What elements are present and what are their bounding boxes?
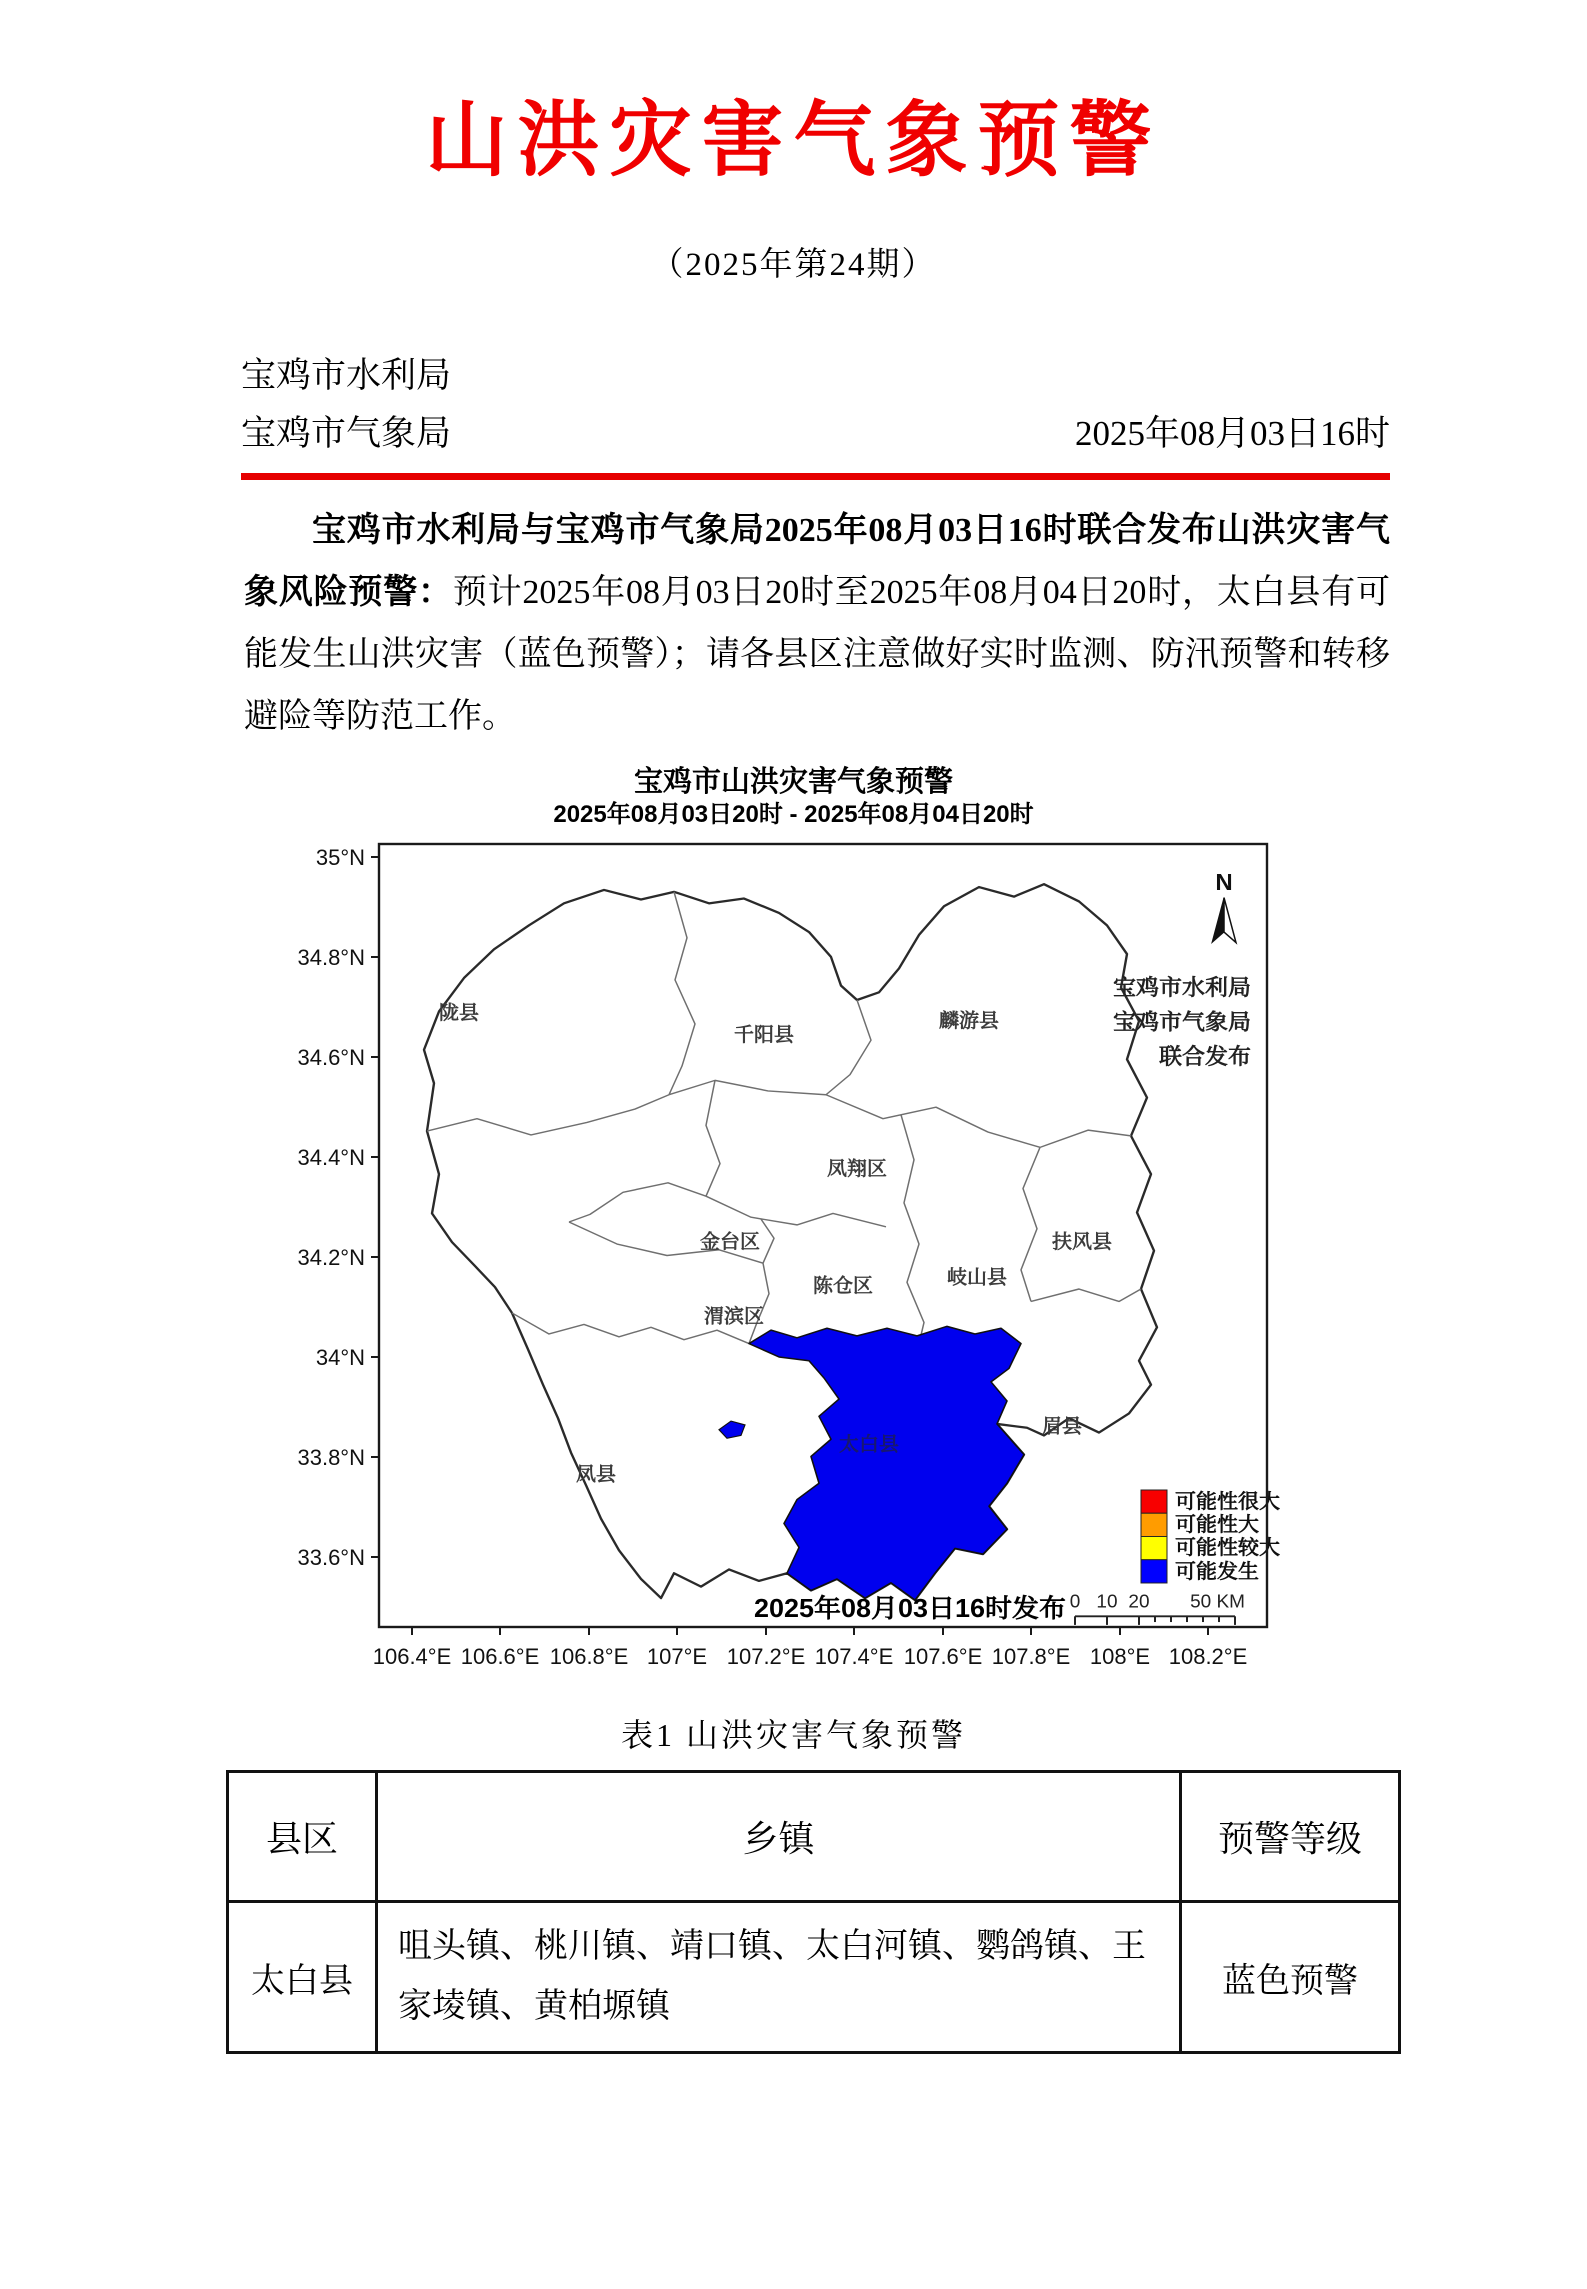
header-towns: 乡镇 bbox=[377, 1772, 1181, 1902]
district-label-weibin: 渭滨区 bbox=[703, 1306, 764, 1328]
x-tick-1074: 107.4°E bbox=[814, 1644, 893, 1670]
issue-number: （2025年第24期） bbox=[650, 247, 937, 284]
district-label-qishan: 岐山县 bbox=[946, 1267, 1007, 1289]
district-label-meixian: 眉县 bbox=[1041, 1416, 1082, 1438]
district-label-taibai: 太白县 bbox=[838, 1434, 899, 1457]
agency-water: 宝鸡市水利局 bbox=[241, 356, 452, 396]
district-label-fengxiang: 凤翔区 bbox=[826, 1158, 887, 1181]
north-arrow-label: N bbox=[1214, 869, 1233, 896]
map-canvas bbox=[239, 832, 1349, 1702]
map-issuer-line1: 宝鸡市水利局 bbox=[1112, 976, 1251, 1001]
scale-label-20: 20 bbox=[1127, 1591, 1150, 1612]
y-tick-344: 34.4°N bbox=[296, 1145, 365, 1171]
header-level: 预警等级 bbox=[1181, 1772, 1400, 1902]
map-title: 宝鸡市山洪灾害气象预警 bbox=[633, 766, 953, 799]
y-tick-34: 34°N bbox=[315, 1345, 365, 1371]
x-tick-1072: 107.2°E bbox=[726, 1644, 805, 1670]
district-label-qianyang: 千阳县 bbox=[733, 1024, 794, 1047]
y-tick-35: 35°N bbox=[315, 845, 365, 871]
cell-level: 蓝色预警 bbox=[1181, 1902, 1400, 2053]
cell-towns: 咀头镇、桃川镇、靖口镇、太白河镇、鹦鸽镇、王家堎镇、黄柏塬镇 bbox=[377, 1902, 1181, 2053]
table-row bbox=[228, 1902, 1400, 2053]
map-issuer-line2: 宝鸡市气象局 bbox=[1112, 1010, 1251, 1035]
legend-label-likely: 可能性大 bbox=[1174, 1513, 1259, 1537]
x-tick-107: 107°E bbox=[646, 1644, 707, 1670]
district-label-jintai: 金台区 bbox=[699, 1231, 760, 1254]
district-label-fengxian: 凤县 bbox=[575, 1464, 616, 1486]
y-tick-342: 34.2°N bbox=[296, 1245, 365, 1271]
legend-label-fairly-likely: 可能性较大 bbox=[1174, 1536, 1280, 1560]
map-legend bbox=[1141, 1490, 1280, 1583]
legend-label-very-likely: 可能性很大 bbox=[1174, 1490, 1280, 1514]
warning-lead: 宝鸡市水利局与宝鸡市气象局2025年08月03日16时联合发布山洪灾害气象风险预警： bbox=[244, 512, 1390, 612]
warning-paragraph bbox=[244, 500, 1390, 748]
x-tick-1064: 106.4°E bbox=[372, 1644, 451, 1670]
scale-label-50: 50 KM bbox=[1189, 1591, 1245, 1612]
city-outer-boundary bbox=[424, 885, 1157, 1601]
scale-label-0: 0 bbox=[1069, 1591, 1080, 1612]
y-tick-348: 34.8°N bbox=[296, 945, 365, 971]
map-issuer-line3: 联合发布 bbox=[1158, 1044, 1251, 1070]
map-subtitle: 2025年08月03日20时 - 2025年08月04日20时 bbox=[553, 801, 1034, 829]
agency-meteo: 宝鸡市气象局 bbox=[241, 414, 452, 454]
document-page bbox=[0, 92, 1587, 2289]
district-label-linyou: 麟游县 bbox=[938, 1010, 999, 1033]
district-label-longxian: 陇县 bbox=[438, 1002, 479, 1025]
header-county: 县区 bbox=[228, 1772, 377, 1902]
issue-datetime: 2025年08月03日16时 bbox=[1074, 414, 1390, 454]
north-arrow-icon bbox=[1212, 870, 1236, 943]
x-tick-108: 108°E bbox=[1089, 1644, 1150, 1670]
x-tick-1082: 108.2°E bbox=[1168, 1644, 1247, 1670]
district-label-chencang: 陈仓区 bbox=[812, 1275, 873, 1298]
map-figure bbox=[239, 764, 1349, 1702]
district-label-fufeng: 扶风县 bbox=[1051, 1231, 1112, 1254]
legend-swatch-red bbox=[1141, 1490, 1167, 1513]
y-axis bbox=[371, 857, 379, 1557]
red-divider bbox=[241, 473, 1390, 480]
y-tick-338: 33.8°N bbox=[296, 1445, 365, 1471]
scale-bar bbox=[1075, 1617, 1235, 1626]
x-tick-1076: 107.6°E bbox=[903, 1644, 982, 1670]
page-title: 山洪灾害气象预警 bbox=[425, 95, 1162, 186]
x-tick-1068: 106.8°E bbox=[549, 1644, 628, 1670]
legend-label-possible: 可能发生 bbox=[1174, 1560, 1259, 1584]
legend-swatch-yellow bbox=[1141, 1537, 1167, 1560]
cell-county: 太白县 bbox=[228, 1902, 377, 2053]
warning-detail: 预计2025年08月03日20时至2025年08月04日20时，太白县有可能发生山洪灾害（蓝色预警）；请各县区注意做好实时监测、防汛预警和转移避险等防范工作。 bbox=[244, 574, 1391, 736]
header-block bbox=[241, 347, 1390, 463]
scale-label-10: 10 bbox=[1095, 1591, 1118, 1612]
map-issued-text: 2025年08月03日16时发布 bbox=[753, 1594, 1066, 1624]
table-caption: 表1 山洪灾害气象预警 bbox=[620, 1717, 966, 1754]
y-tick-346: 34.6°N bbox=[296, 1045, 365, 1071]
legend-swatch-orange bbox=[1141, 1514, 1167, 1537]
x-tick-1066: 106.6°E bbox=[460, 1644, 539, 1670]
legend-swatch-blue bbox=[1141, 1560, 1167, 1583]
warning-table bbox=[226, 1770, 1401, 2054]
table-header-row bbox=[228, 1772, 1400, 1902]
x-tick-1078: 107.8°E bbox=[991, 1644, 1070, 1670]
y-tick-336: 33.6°N bbox=[296, 1545, 365, 1571]
